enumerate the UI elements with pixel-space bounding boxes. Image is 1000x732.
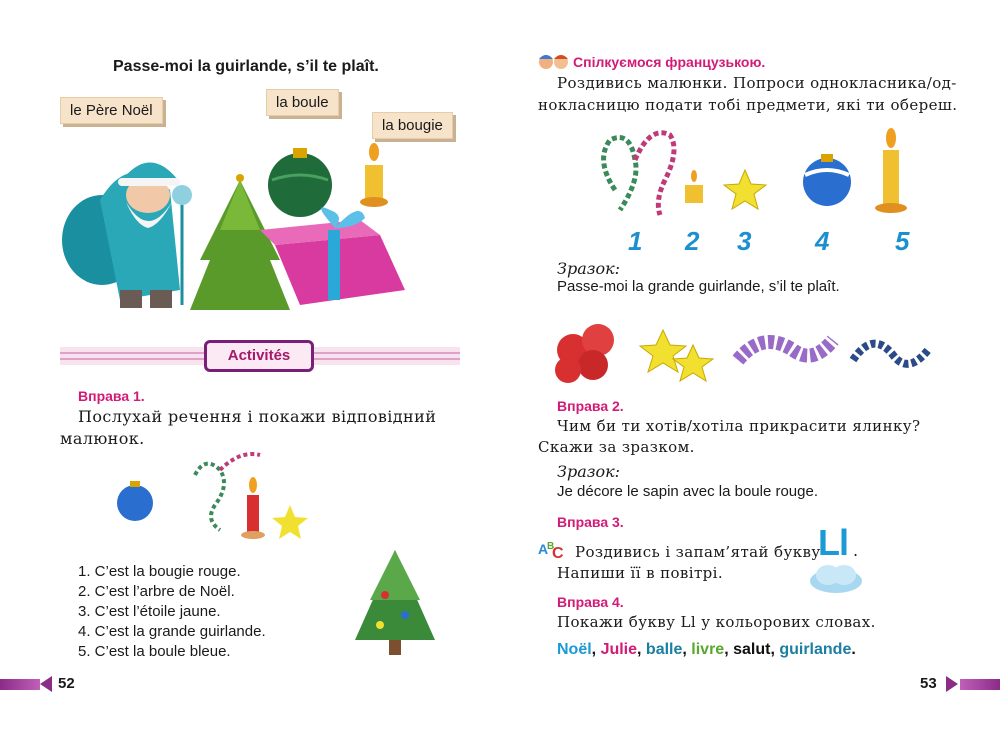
label-boule: la boule [266,89,339,116]
exercise1-illustration [110,445,320,545]
exercise3-dot: . [853,541,859,560]
exercise1-item-4: 4. C’est la grande guirlande. [78,623,266,640]
red-candle-image [241,477,265,539]
exercise3-heading: Вправа 3. [557,514,624,530]
objects-row-illustration [590,120,930,230]
word-noel: Noël [557,641,592,658]
word-livre: livre [691,641,725,658]
page-arrow-right-icon [946,676,958,692]
small-candle-image [685,170,703,203]
number-5: 5 [895,226,910,256]
exercise1-text-line2: малюнок. [60,429,145,448]
number-1: 1 [628,226,643,256]
letter-ll: Ll [818,522,848,563]
sample-text: Passe-moi la grande guirlande, s’il te plaît. [557,278,840,295]
sample-label: Зразок: [557,259,621,278]
word-salut: salut [733,641,771,658]
long-garland-image [604,133,674,215]
exercise1-heading: Вправа 1. [78,388,145,404]
exercise2-text-line2: Скажи за зразком. [538,438,695,456]
page-number-right: 53 [920,675,937,692]
word-guirlande: guirlande [779,641,852,658]
exercise2-heading: Вправа 2. [557,398,624,414]
intro-line2: нокласницю подати тобі предмети, які ти обереш. [538,96,958,114]
cloud-icon [808,561,864,597]
blue-ornament-image [803,154,851,206]
exercise2-sample-label: Зразок: [557,462,621,481]
decorations-row-illustration [553,310,938,390]
svg-text:B: B [547,541,555,552]
svg-text:A: A [538,541,549,557]
exercise1-item-5: 5. C’est la boule bleue. [78,643,231,660]
word-balle: balle [645,641,683,658]
exercise1-text-line1: Послухай речення і покажи відповідний [78,407,437,426]
kids-talking-icon [538,53,570,71]
number-4: 4 [815,226,830,256]
blue-ball-image [117,481,153,521]
word-julie: Julie [600,641,638,658]
exercise4-heading: Вправа 4. [557,594,624,610]
colored-words: Noël, Julie, balle, livre, salut, guirlande. [557,641,856,658]
number-3: 3 [737,226,752,256]
exercise1-item-2: 2. C’est l’arbre de Noël. [78,583,235,600]
exercise1-item-3: 3. C’est l’étoile jaune. [78,603,221,620]
abc-blocks-icon [538,536,570,560]
exercise3-text-line2: Напиши її в повітрі. [557,564,724,582]
tall-candle-image [875,128,907,213]
decorated-tree-image [345,545,445,665]
ornament-image [268,148,332,217]
blue-garland-image [853,344,928,364]
label-pere-noel: le Père Noël [60,97,163,124]
label-bougie: la bougie [372,112,453,139]
svg-text:C: C [552,545,564,560]
page-arrow-left-icon [40,676,52,692]
exercise1-item-1: 1. C’est la bougie rouge. [78,563,241,580]
page-title: Passe-moi la guirlande, s’il te plaît. [113,58,379,75]
candle-image [360,143,388,207]
page-number-left: 52 [58,675,75,692]
intro-line1: Роздивись малюнки. Попроси однокласника/од- [557,74,957,92]
purple-garland-image [738,340,833,360]
star-image [724,170,766,209]
santa-image [62,163,192,309]
exercise2-text-line1: Чим би ти хотів/хотіла прикрасити ялинку? [557,417,921,435]
christmas-illustration [60,140,420,320]
page-number-bar-right [960,679,1000,690]
section-title: Спілкуємося французькою. [573,54,766,70]
yellow-stars-image [640,330,713,381]
exercise3-text-line1: Роздивись і запам’ятай букву [575,543,821,561]
page-number-bar-left [0,679,40,690]
yellow-star-image [272,505,308,539]
activities-heading: Activités [204,340,314,372]
words-end-dot: . [851,641,856,658]
number-2: 2 [685,226,700,256]
exercise2-sample-text: Je décore le sapin avec la boule rouge. [557,483,819,500]
exercise4-text-line1: Покажи букву Ll у кольорових словах. [557,613,876,631]
red-balls-image [555,324,614,383]
